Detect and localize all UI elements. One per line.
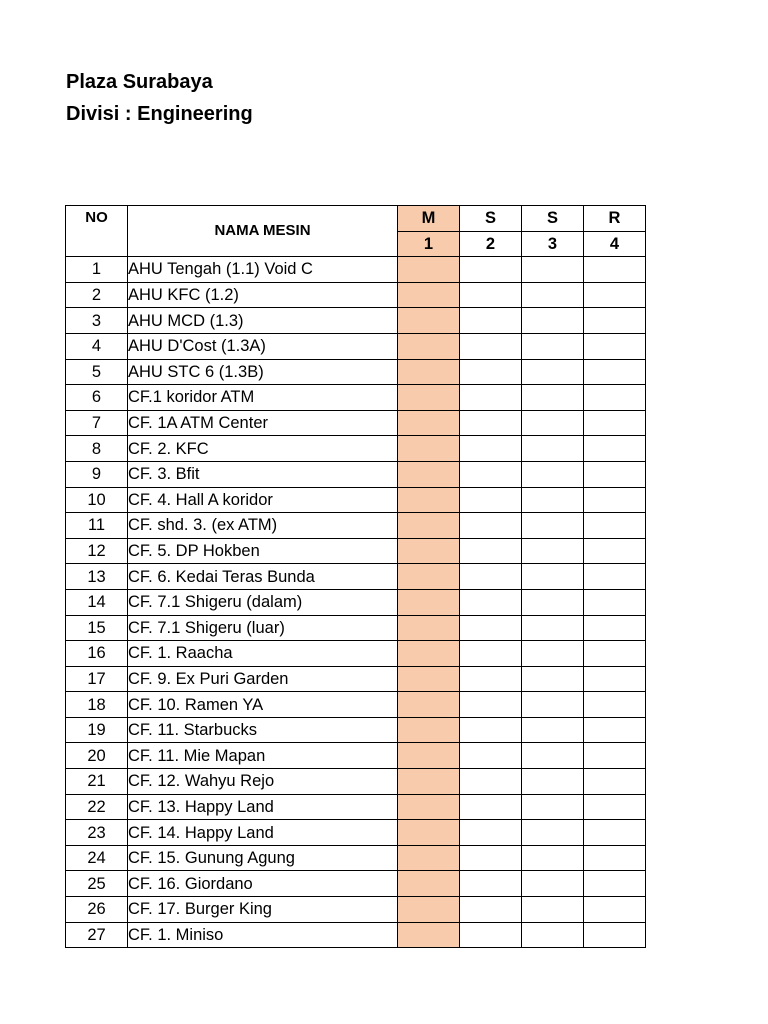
cell-r[interactable]: [584, 845, 646, 871]
machine-name: CF. 11. Mie Mapan: [128, 743, 398, 769]
row-number: 18: [66, 692, 128, 718]
row-number: 7: [66, 410, 128, 436]
table-row: [66, 436, 646, 462]
machine-name: CF. 15. Gunung Agung: [128, 845, 398, 871]
cell-r[interactable]: [584, 769, 646, 795]
cell-s[interactable]: [460, 743, 522, 769]
cell-m[interactable]: [398, 820, 460, 846]
machine-name: AHU STC 6 (1.3B): [128, 359, 398, 385]
machine-name: CF. 6. Kedai Teras Bunda: [128, 564, 398, 590]
cell-m[interactable]: [398, 308, 460, 334]
table-row: [66, 897, 646, 923]
cell-m[interactable]: [398, 487, 460, 513]
row-number: 26: [66, 897, 128, 923]
cell-m[interactable]: [398, 385, 460, 411]
machine-name: CF. 11. Starbucks: [128, 717, 398, 743]
cell-m[interactable]: [398, 897, 460, 923]
machine-name: CF. 2. KFC: [128, 436, 398, 462]
row-number: 27: [66, 922, 128, 948]
row-number: 24: [66, 845, 128, 871]
table-row: [66, 641, 646, 667]
cell-s[interactable]: [460, 641, 522, 667]
no-column-header: NO: [66, 206, 128, 257]
table-row: [66, 717, 646, 743]
cell-s2[interactable]: [522, 845, 584, 871]
cell-r[interactable]: [584, 308, 646, 334]
row-number: 10: [66, 487, 128, 513]
machine-name: CF. 1. Miniso: [128, 922, 398, 948]
machine-name: CF. 1A ATM Center: [128, 410, 398, 436]
machine-name: CF.1 koridor ATM: [128, 385, 398, 411]
machine-name: CF. 9. Ex Puri Garden: [128, 666, 398, 692]
cell-s2[interactable]: [522, 743, 584, 769]
cell-s2[interactable]: [522, 641, 584, 667]
cell-r[interactable]: [584, 436, 646, 462]
table-row: [66, 922, 646, 948]
cell-s2[interactable]: [522, 538, 584, 564]
cell-s2[interactable]: [522, 922, 584, 948]
table-row: [66, 871, 646, 897]
cell-s2[interactable]: [522, 487, 584, 513]
table-row: [66, 333, 646, 359]
table-row: [66, 513, 646, 539]
cell-s[interactable]: [460, 897, 522, 923]
column-s-letter-2: S: [522, 206, 584, 232]
division-title: Divisi : Engineering: [66, 103, 253, 125]
cell-r[interactable]: [584, 564, 646, 590]
table-row: [66, 794, 646, 820]
machine-name: CF. 16. Giordano: [128, 871, 398, 897]
cell-r[interactable]: [584, 359, 646, 385]
cell-s2[interactable]: [522, 897, 584, 923]
cell-s2[interactable]: [522, 589, 584, 615]
column-s-number-2: 3: [522, 231, 584, 257]
cell-r[interactable]: [584, 871, 646, 897]
machine-name: AHU KFC (1.2): [128, 282, 398, 308]
cell-s[interactable]: [460, 513, 522, 539]
column-m-letter: M: [398, 206, 460, 232]
machine-name: CF. 12. Wahyu Rejo: [128, 769, 398, 795]
machine-name: AHU Tengah (1.1) Void C: [128, 257, 398, 283]
table-row: [66, 589, 646, 615]
cell-s[interactable]: [460, 385, 522, 411]
cell-s2[interactable]: [522, 769, 584, 795]
cell-r[interactable]: [584, 589, 646, 615]
row-number: 13: [66, 564, 128, 590]
cell-s2[interactable]: [522, 333, 584, 359]
column-r-number: 4: [584, 231, 646, 257]
table-row: [66, 820, 646, 846]
machine-name: CF. 13. Happy Land: [128, 794, 398, 820]
cell-s[interactable]: [460, 845, 522, 871]
row-number: 11: [66, 513, 128, 539]
cell-s2[interactable]: [522, 615, 584, 641]
cell-s[interactable]: [460, 922, 522, 948]
table-row: [66, 666, 646, 692]
header-row-letters: [66, 206, 646, 232]
table-row: [66, 769, 646, 795]
cell-s[interactable]: [460, 436, 522, 462]
cell-s[interactable]: [460, 871, 522, 897]
table-row: [66, 282, 646, 308]
cell-r[interactable]: [584, 743, 646, 769]
cell-s2[interactable]: [522, 410, 584, 436]
table-row: [66, 385, 646, 411]
column-s-number: 2: [460, 231, 522, 257]
row-number: 23: [66, 820, 128, 846]
cell-r[interactable]: [584, 385, 646, 411]
row-number: 12: [66, 538, 128, 564]
table-row: [66, 692, 646, 718]
cell-s[interactable]: [460, 666, 522, 692]
row-number: 25: [66, 871, 128, 897]
machine-name: CF. 7.1 Shigeru (luar): [128, 615, 398, 641]
cell-m[interactable]: [398, 922, 460, 948]
cell-s[interactable]: [460, 692, 522, 718]
name-column-header: NAMA MESIN: [128, 206, 398, 257]
row-number: 9: [66, 461, 128, 487]
cell-s[interactable]: [460, 282, 522, 308]
cell-r[interactable]: [584, 897, 646, 923]
row-number: 1: [66, 257, 128, 283]
cell-s[interactable]: [460, 308, 522, 334]
machine-name: CF. 10. Ramen YA: [128, 692, 398, 718]
cell-s2[interactable]: [522, 385, 584, 411]
row-number: 14: [66, 589, 128, 615]
cell-s2[interactable]: [522, 461, 584, 487]
cell-m[interactable]: [398, 717, 460, 743]
machine-name: CF. shd. 3. (ex ATM): [128, 513, 398, 539]
cell-r[interactable]: [584, 820, 646, 846]
row-number: 16: [66, 641, 128, 667]
location-title: Plaza Surabaya: [66, 71, 213, 93]
cell-s[interactable]: [460, 538, 522, 564]
machine-name: CF. 17. Burger King: [128, 897, 398, 923]
table-row: [66, 308, 646, 334]
cell-m[interactable]: [398, 282, 460, 308]
row-number: 2: [66, 282, 128, 308]
table-row: [66, 461, 646, 487]
cell-r[interactable]: [584, 794, 646, 820]
cell-s[interactable]: [460, 487, 522, 513]
row-number: 3: [66, 308, 128, 334]
cell-r[interactable]: [584, 692, 646, 718]
cell-s2[interactable]: [522, 820, 584, 846]
table-row: [66, 538, 646, 564]
cell-r[interactable]: [584, 257, 646, 283]
cell-r[interactable]: [584, 922, 646, 948]
cell-s[interactable]: [460, 820, 522, 846]
cell-s[interactable]: [460, 615, 522, 641]
cell-r[interactable]: [584, 717, 646, 743]
cell-s2[interactable]: [522, 513, 584, 539]
table-row: [66, 845, 646, 871]
row-number: 20: [66, 743, 128, 769]
row-number: 8: [66, 436, 128, 462]
cell-r[interactable]: [584, 410, 646, 436]
cell-r[interactable]: [584, 538, 646, 564]
row-number: 21: [66, 769, 128, 795]
machine-name: AHU D'Cost (1.3A): [128, 333, 398, 359]
cell-m[interactable]: [398, 513, 460, 539]
cell-m[interactable]: [398, 641, 460, 667]
cell-r[interactable]: [584, 333, 646, 359]
cell-s[interactable]: [460, 564, 522, 590]
machine-name: CF. 5. DP Hokben: [128, 538, 398, 564]
column-r-letter: R: [584, 206, 646, 232]
table-row: [66, 359, 646, 385]
table-row: [66, 257, 646, 283]
row-number: 5: [66, 359, 128, 385]
column-m-number: 1: [398, 231, 460, 257]
machine-name: CF. 14. Happy Land: [128, 820, 398, 846]
row-number: 17: [66, 666, 128, 692]
document-header: [66, 66, 253, 130]
cell-m[interactable]: [398, 666, 460, 692]
cell-m[interactable]: [398, 564, 460, 590]
cell-m[interactable]: [398, 871, 460, 897]
table-row: [66, 615, 646, 641]
cell-m[interactable]: [398, 359, 460, 385]
cell-m[interactable]: [398, 436, 460, 462]
cell-r[interactable]: [584, 666, 646, 692]
cell-s2[interactable]: [522, 666, 584, 692]
cell-s[interactable]: [460, 794, 522, 820]
cell-s[interactable]: [460, 769, 522, 795]
machine-name: CF. 1. Raacha: [128, 641, 398, 667]
cell-m[interactable]: [398, 794, 460, 820]
table-row: [66, 564, 646, 590]
cell-m[interactable]: [398, 589, 460, 615]
row-number: 22: [66, 794, 128, 820]
cell-m[interactable]: [398, 845, 460, 871]
cell-s2[interactable]: [522, 359, 584, 385]
cell-r[interactable]: [584, 615, 646, 641]
cell-s2[interactable]: [522, 871, 584, 897]
cell-r[interactable]: [584, 641, 646, 667]
cell-r[interactable]: [584, 461, 646, 487]
cell-m[interactable]: [398, 333, 460, 359]
row-number: 15: [66, 615, 128, 641]
cell-s2[interactable]: [522, 257, 584, 283]
cell-s[interactable]: [460, 717, 522, 743]
cell-r[interactable]: [584, 487, 646, 513]
cell-m[interactable]: [398, 257, 460, 283]
cell-s[interactable]: [460, 410, 522, 436]
cell-s2[interactable]: [522, 308, 584, 334]
cell-r[interactable]: [584, 513, 646, 539]
table-row: [66, 410, 646, 436]
machine-name: CF. 3. Bfit: [128, 461, 398, 487]
cell-s2[interactable]: [522, 564, 584, 590]
cell-s2[interactable]: [522, 692, 584, 718]
cell-s2[interactable]: [522, 436, 584, 462]
machine-name: CF. 4. Hall A koridor: [128, 487, 398, 513]
cell-s[interactable]: [460, 589, 522, 615]
cell-m[interactable]: [398, 538, 460, 564]
cell-s2[interactable]: [522, 282, 584, 308]
cell-m[interactable]: [398, 743, 460, 769]
table-body: [66, 257, 646, 948]
cell-s[interactable]: [460, 359, 522, 385]
cell-m[interactable]: [398, 410, 460, 436]
row-number: 4: [66, 333, 128, 359]
machine-schedule-table: [65, 205, 646, 948]
cell-s[interactable]: [460, 257, 522, 283]
machine-name: CF. 7.1 Shigeru (dalam): [128, 589, 398, 615]
cell-s2[interactable]: [522, 794, 584, 820]
cell-m[interactable]: [398, 615, 460, 641]
row-number: 6: [66, 385, 128, 411]
column-s-letter: S: [460, 206, 522, 232]
cell-s[interactable]: [460, 461, 522, 487]
cell-r[interactable]: [584, 282, 646, 308]
table-row: [66, 487, 646, 513]
machine-name: AHU MCD (1.3): [128, 308, 398, 334]
row-number: 19: [66, 717, 128, 743]
cell-s2[interactable]: [522, 717, 584, 743]
cell-m[interactable]: [398, 692, 460, 718]
table-row: [66, 743, 646, 769]
cell-s[interactable]: [460, 333, 522, 359]
cell-m[interactable]: [398, 769, 460, 795]
cell-m[interactable]: [398, 461, 460, 487]
